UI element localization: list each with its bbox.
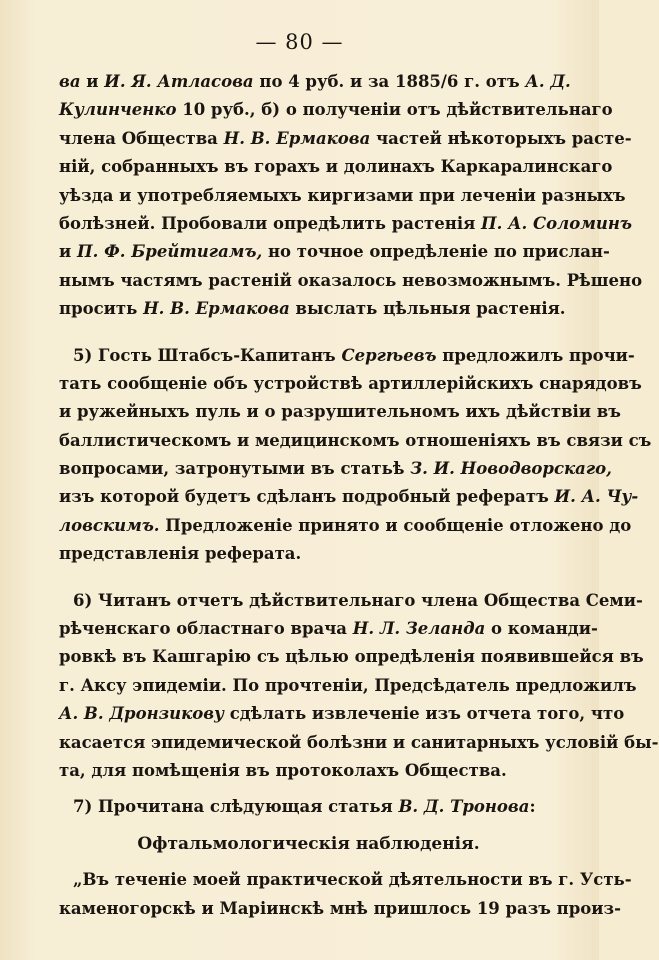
text-run: изъ которой будетъ сдѣланъ подробный рефератъ xyxy=(59,487,555,507)
italic-name-run: ловскимъ. xyxy=(59,515,160,535)
italic-name-run: З. И. Новодворскаго, xyxy=(410,459,612,479)
italic-name-run: А. Д. xyxy=(525,72,571,91)
text-line xyxy=(59,370,642,398)
page-number: — 80 — xyxy=(255,30,344,54)
text-line xyxy=(59,295,566,323)
text-line xyxy=(59,238,610,266)
italic-name-run: Кулинченко xyxy=(59,100,177,120)
text-run: уѣзда и употребляемыхъ киргизами при леченіи разныхъ xyxy=(59,185,626,205)
text-run: 5) Гость Штабсъ-Капитанъ xyxy=(73,345,342,365)
italic-name-run: Н. В. Ермакова xyxy=(223,128,371,148)
text-line xyxy=(59,483,639,511)
text-run: по 4 руб. и за 1885/6 г. отъ xyxy=(253,72,526,91)
paragraph-gap xyxy=(59,324,558,342)
text-run: 6) Читанъ отчетъ дѣйствительнаго члена Общества Семи- xyxy=(73,590,643,610)
text-run: Офтальмологическія наблюденія. xyxy=(137,833,480,854)
text-run: сдѣлать извлеченіе изъ отчета того, что xyxy=(224,704,625,724)
italic-name-run: Н. Л. Зеланда xyxy=(352,619,486,639)
section-heading xyxy=(59,830,558,858)
paragraph-gap xyxy=(59,822,558,830)
text-run: болѣзней. Пробовали опредѣлить растенія xyxy=(59,213,482,233)
text-run: касается эпидемической болѣзни и санитарныхъ условій бы- xyxy=(59,732,659,752)
text-line xyxy=(59,587,643,615)
text-line xyxy=(59,182,626,210)
text-line xyxy=(59,512,632,540)
text-line xyxy=(59,540,558,568)
text-run: г. Аксу эпидеміи. По прочтеніи, Предсѣдатель предложилъ xyxy=(59,675,637,695)
text-line xyxy=(59,398,621,426)
italic-name-run: ва xyxy=(59,72,81,91)
text-run: 7) Прочитана слѣдующая статья xyxy=(73,797,399,817)
text-line xyxy=(59,455,612,483)
text-line xyxy=(59,125,632,153)
text-line xyxy=(59,615,598,643)
text-run: но точное опредѣленіе по прислан- xyxy=(262,242,610,262)
italic-name-run: П. Ф. Брейтигамъ, xyxy=(76,242,263,262)
text-line xyxy=(59,866,632,894)
text-run: „Въ теченіе моей практической дѣятельности въ г. Усть- xyxy=(73,870,632,890)
text-run: частей нѣкоторыхъ расте- xyxy=(370,128,632,148)
text-line xyxy=(59,68,571,96)
italic-name-run: Н. В. Ермакова xyxy=(143,299,290,319)
text-run: баллистическомъ и медицинскомъ отношеніяхъ въ связи съ xyxy=(59,430,652,450)
text-line xyxy=(59,427,652,455)
text-run: 10 руб., б) о полученіи отъ дѣйствительнаго xyxy=(176,100,613,120)
text-run: о команди- xyxy=(485,619,598,639)
italic-name-run: А. В. Дронзикову xyxy=(59,704,225,724)
italic-name-run: И. А. Чу- xyxy=(554,487,639,507)
paragraph-gap xyxy=(59,858,558,866)
text-run: рѣченскаго областнаго врача xyxy=(59,619,353,639)
text-run: каменогорскѣ и Маріинскѣ мнѣ пришлось 19 разъ произ- xyxy=(59,898,621,918)
text-run: та, для помѣщенія въ протоколахъ Общества. xyxy=(59,760,507,780)
text-run: и xyxy=(59,242,77,262)
text-run: : xyxy=(529,797,536,817)
text-run: выслать цѣльныя растенія. xyxy=(289,299,566,319)
text-run: ровкѣ въ Кашгарію съ цѣлью опредѣленія появившейся въ xyxy=(59,647,644,667)
text-line xyxy=(59,700,625,728)
text-run: нымъ частямъ растеній оказалось невозможнымъ. Рѣшено xyxy=(59,270,643,290)
text-run: Предложеніе принято и сообщеніе отложено до xyxy=(159,515,632,535)
text-run: и xyxy=(80,72,105,91)
italic-name-run: И. Я. Атласова xyxy=(104,72,254,91)
text-run: и ружейныхъ пуль и о разрушительномъ ихъ дѣйствіи въ xyxy=(59,402,621,422)
paragraph-gap xyxy=(59,569,558,587)
text-line xyxy=(59,793,558,821)
text-line xyxy=(59,757,558,785)
text-line xyxy=(59,267,643,295)
page-text xyxy=(59,68,659,923)
text-line xyxy=(59,729,659,757)
text-run: просить xyxy=(59,299,144,319)
text-line xyxy=(59,672,637,700)
italic-name-run: В. Д. Тронова xyxy=(398,797,530,817)
text-line xyxy=(59,643,644,671)
italic-name-run: Сергѣевъ xyxy=(341,345,437,365)
text-run: ній, собранныхъ въ горахъ и долинахъ Каркаралинскаго xyxy=(59,157,613,177)
text-run: предложилъ прочи- xyxy=(436,345,635,365)
text-line xyxy=(59,210,632,238)
text-line xyxy=(59,342,635,370)
text-line xyxy=(59,895,621,923)
text-line xyxy=(59,96,613,124)
text-line xyxy=(59,153,613,181)
italic-name-run: П. А. Соломинъ xyxy=(481,213,632,233)
text-run: представленія реферата. xyxy=(59,544,302,564)
text-run: тать сообщеніе объ устройствѣ артиллерійскихъ снарядовъ xyxy=(59,373,642,393)
text-run: члена Общества xyxy=(59,128,224,148)
paragraph-gap xyxy=(59,785,558,793)
text-run: вопросами, затронутыми въ статьѣ xyxy=(59,459,411,479)
